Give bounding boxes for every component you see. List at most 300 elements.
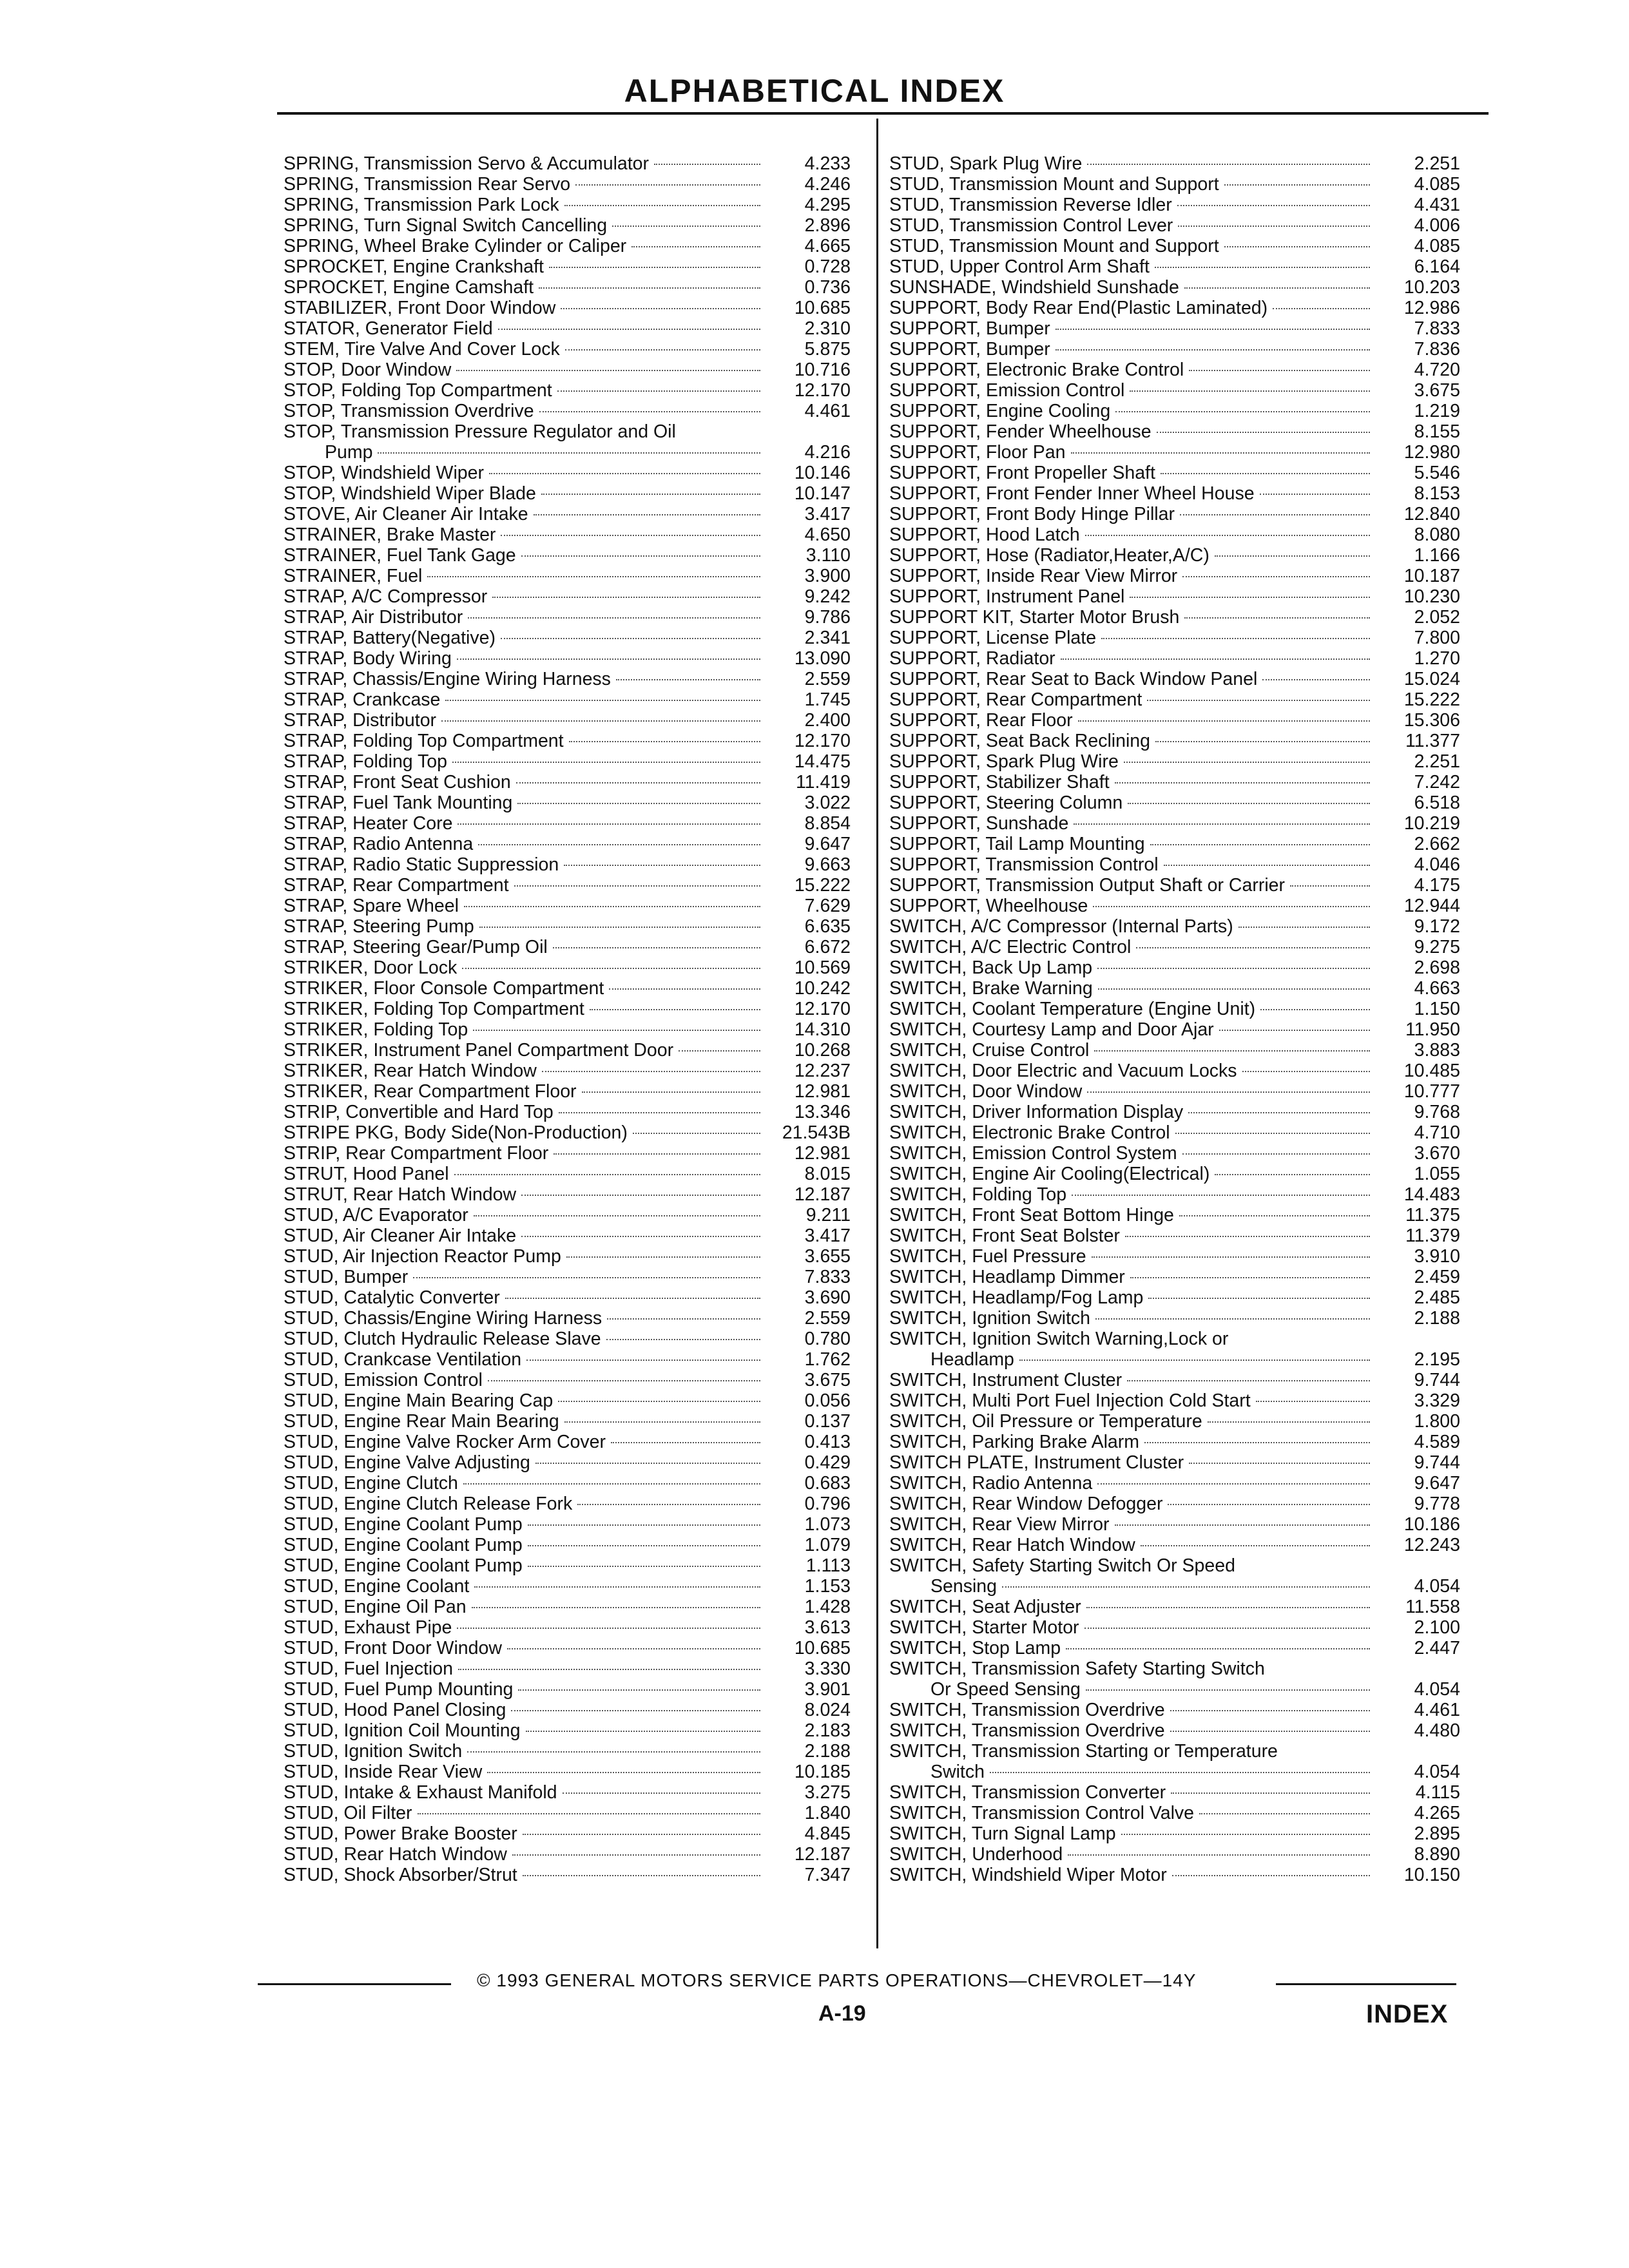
entry-label: STRAP, Folding Top [284, 751, 448, 772]
entry-label-box [889, 1019, 1376, 1040]
dot-leader [1188, 1112, 1370, 1113]
dot-leader [1148, 1298, 1370, 1299]
entry-label: SUPPORT, Wheelhouse [889, 896, 1088, 916]
entry-page-number: 3.613 [804, 1617, 851, 1638]
entry-page-number: 9.172 [1414, 916, 1460, 937]
entry-page-number: 10.716 [794, 360, 851, 380]
entry-label: STUD, Engine Valve Adjusting [284, 1452, 530, 1473]
entry-label: STUD, Fuel Injection [284, 1658, 453, 1679]
entry-label: SPRING, Transmission Rear Servo [284, 174, 571, 195]
dot-leader [1290, 885, 1370, 887]
entry-label-box [284, 1494, 767, 1514]
entry-label: SWITCH, Transmission Starting or Temperature [889, 1741, 1278, 1762]
entry-page-number: 2.251 [1414, 751, 1460, 772]
entry-page-number: 7.833 [1414, 318, 1460, 339]
index-entry [284, 1370, 851, 1390]
entry-label-box [284, 1411, 767, 1432]
entry-label: STOVE, Air Cleaner Air Intake [284, 504, 528, 524]
entry-page-number: 3.110 [805, 545, 851, 566]
dot-leader [507, 1648, 760, 1649]
entry-label-box [284, 401, 767, 421]
entry-label: STUD, Engine Coolant Pump [284, 1535, 523, 1555]
dot-leader [1130, 597, 1370, 598]
dot-leader [1184, 287, 1370, 289]
entry-label: SWITCH, Stop Lamp [889, 1638, 1061, 1658]
entry-label: STUD, Engine Coolant Pump [284, 1555, 523, 1576]
entry-label-box [284, 1514, 767, 1535]
entry-label-box [889, 483, 1376, 504]
dot-leader [1019, 1360, 1370, 1361]
entry-page-number: 9.242 [804, 586, 851, 607]
entry-label: STUD, Spark Plug Wire [889, 153, 1083, 174]
entry-page-number: 4.054 [1414, 1679, 1460, 1700]
dot-leader [1189, 1463, 1370, 1464]
dot-leader [549, 267, 760, 268]
entry-label: STUD, Transmission Mount and Support [889, 236, 1219, 256]
index-entry [889, 1061, 1460, 1081]
index-entry [284, 607, 851, 628]
entry-page-number: 14.483 [1403, 1184, 1460, 1205]
entry-label-box [889, 256, 1376, 277]
dot-leader [1260, 1009, 1370, 1010]
entry-label: SUPPORT, Bumper [889, 339, 1050, 360]
entry-page-number: 5.546 [1414, 463, 1460, 483]
entry-page-number: 10.186 [1403, 1514, 1460, 1535]
index-entry [284, 1122, 851, 1143]
entry-label: STABILIZER, Front Door Window [284, 298, 556, 318]
entry-label-box [889, 1081, 1376, 1102]
entry-label-box [889, 648, 1376, 669]
entry-label-box [889, 1267, 1376, 1287]
entry-label-box [889, 1122, 1376, 1143]
entry-label: SWITCH, Fuel Pressure [889, 1246, 1086, 1267]
index-entry [889, 1287, 1460, 1308]
index-entry [284, 648, 851, 669]
entry-label-box [889, 1225, 1376, 1246]
index-entry [889, 1555, 1460, 1597]
index-entry [889, 1040, 1460, 1061]
dot-leader [1144, 1442, 1370, 1443]
entry-page-number: 3.901 [804, 1679, 851, 1700]
entry-page-number: 1.150 [1414, 999, 1460, 1019]
dot-leader [616, 679, 760, 680]
index-entry [284, 1329, 851, 1349]
index-entry [889, 1102, 1460, 1122]
dot-leader [511, 1710, 760, 1711]
entry-page-number: 1.113 [805, 1555, 851, 1576]
dot-leader [559, 1112, 760, 1113]
dot-leader [1115, 1524, 1371, 1526]
index-entry [284, 793, 851, 813]
dot-leader [990, 1772, 1370, 1773]
index-entry [889, 731, 1460, 751]
dot-leader [564, 1421, 760, 1423]
entry-page-number: 2.447 [1414, 1638, 1460, 1658]
entry-label-box [284, 298, 767, 318]
entry-label: SWITCH, Cruise Control [889, 1040, 1090, 1061]
index-entry [284, 545, 851, 566]
entry-label: SWITCH, Parking Brake Alarm [889, 1432, 1140, 1452]
entry-label-box [284, 236, 767, 256]
entry-page-number: 4.233 [804, 153, 851, 174]
index-entry [889, 524, 1460, 545]
index-entry [284, 277, 851, 298]
dot-leader [1178, 226, 1370, 227]
index-entry [889, 1329, 1460, 1370]
entry-label-box [284, 1844, 767, 1865]
entry-page-number: 3.655 [804, 1246, 851, 1267]
entry-label: SUPPORT, Bumper [889, 318, 1050, 339]
entry-page-number: 2.662 [1414, 834, 1460, 854]
entry-page-number: 4.054 [1414, 1576, 1460, 1597]
entry-label: SUPPORT, Engine Cooling [889, 401, 1111, 421]
entry-page-number: 15.024 [1403, 669, 1460, 689]
index-entry [889, 1473, 1460, 1494]
index-entry [284, 256, 851, 277]
entry-label: SWITCH, A/C Compressor (Internal Parts) [889, 916, 1233, 937]
entry-label: SWITCH, Courtesy Lamp and Door Ajar [889, 1019, 1214, 1040]
index-entry [889, 1617, 1460, 1638]
entry-page-number: 2.559 [804, 1308, 851, 1329]
entry-label: SWITCH, Transmission Converter [889, 1782, 1166, 1803]
entry-page-number: 9.647 [804, 834, 851, 854]
index-entry [284, 751, 851, 772]
entry-page-number: 10.242 [794, 978, 851, 999]
dot-leader [575, 184, 760, 186]
dot-leader [1215, 1174, 1370, 1175]
dot-leader [1130, 390, 1370, 392]
entry-page-number: 10.777 [1403, 1081, 1460, 1102]
dot-leader [523, 1834, 760, 1835]
entry-label-box [889, 689, 1376, 710]
entry-label-box [889, 957, 1376, 978]
index-entry [284, 1164, 851, 1184]
entry-label-box [889, 1390, 1376, 1411]
dot-leader [452, 762, 760, 763]
index-entry [889, 875, 1460, 896]
dot-leader [1208, 1421, 1370, 1423]
entry-label: SUPPORT, Radiator [889, 648, 1055, 669]
entry-label: STEM, Tire Valve And Cover Lock [284, 339, 560, 360]
entry-label: STUD, Transmission Control Lever [889, 215, 1173, 236]
index-entry [284, 1143, 851, 1164]
entry-page-number: 12.170 [794, 380, 851, 401]
entry-label: STUD, Emission Control [284, 1370, 483, 1390]
index-entry [284, 1040, 851, 1061]
index-entry [284, 1246, 851, 1267]
entry-label-box [889, 545, 1376, 566]
dot-leader [1061, 658, 1370, 660]
index-entry [889, 1432, 1460, 1452]
dot-leader [1068, 1854, 1370, 1856]
index-entry [889, 195, 1460, 215]
index-entry [889, 710, 1460, 731]
index-entry [284, 401, 851, 421]
dot-leader [1168, 1504, 1370, 1505]
index-entry [889, 1741, 1460, 1782]
index-entry [284, 1019, 851, 1040]
dot-leader [1115, 411, 1370, 412]
dot-leader [557, 390, 760, 392]
entry-label-box [889, 1803, 1376, 1823]
index-entry [889, 1865, 1460, 1885]
dot-leader [526, 1731, 761, 1732]
entry-label: SWITCH, Headlamp/Fog Lamp [889, 1287, 1144, 1308]
index-entry [889, 236, 1460, 256]
entry-label: SWITCH, Starter Motor [889, 1617, 1079, 1638]
entry-label-box [284, 1782, 767, 1803]
index-entry [284, 1184, 851, 1205]
dot-leader [464, 906, 760, 907]
section-label: INDEX [1366, 2000, 1449, 2028]
index-entry [284, 854, 851, 875]
dot-leader [1172, 1875, 1370, 1876]
entry-label: SWITCH, Folding Top [889, 1184, 1067, 1205]
entry-label-box [284, 793, 767, 813]
dot-leader [606, 1339, 760, 1340]
index-entry [889, 1225, 1460, 1246]
dot-leader [427, 576, 760, 577]
entry-page-number: 12.187 [794, 1844, 851, 1865]
index-entry [284, 524, 851, 545]
entry-page-number: 3.670 [1414, 1143, 1460, 1164]
dot-leader [1092, 1256, 1370, 1258]
entry-label-box [284, 215, 767, 236]
entry-label: STOP, Door Window [284, 360, 452, 380]
entry-label: SWITCH, Ignition Switch Warning,Lock or [889, 1329, 1229, 1349]
entry-label: STRUT, Rear Hatch Window [284, 1184, 517, 1205]
entry-label-box [889, 421, 1376, 442]
entry-page-number: 0.413 [804, 1432, 851, 1452]
dot-leader [1179, 1215, 1370, 1216]
dot-leader [539, 287, 760, 289]
entry-page-number: 9.778 [1414, 1494, 1460, 1514]
dot-leader [478, 844, 760, 845]
entry-label: STRIP, Rear Compartment Floor [284, 1143, 549, 1164]
index-entry [284, 1267, 851, 1287]
entry-page-number: 9.663 [804, 854, 851, 875]
dot-leader [1087, 164, 1370, 165]
dot-leader [528, 1524, 760, 1526]
dot-leader [1170, 1710, 1370, 1711]
entry-label: STUD, Engine Coolant Pump [284, 1514, 523, 1535]
entry-page-number: 10.203 [1403, 277, 1460, 298]
index-entry [889, 1205, 1460, 1225]
entry-label-box [284, 318, 767, 339]
entry-label-box [889, 1411, 1376, 1432]
entry-page-number: 7.800 [1414, 628, 1460, 648]
entry-page-number: 3.675 [1414, 380, 1460, 401]
dot-leader [1273, 308, 1370, 309]
entry-label: STRAP, Folding Top Compartment [284, 731, 564, 751]
index-entry [889, 1143, 1460, 1164]
dot-leader [1085, 535, 1370, 536]
index-entry [889, 1267, 1460, 1287]
entry-label: STRAP, Crankcase [284, 689, 441, 710]
dot-leader [1171, 1792, 1370, 1794]
entry-label-box [284, 586, 767, 607]
entry-label: SUPPORT, Spark Plug Wire [889, 751, 1119, 772]
entry-label: SUPPORT, Hood Latch [889, 524, 1080, 545]
entry-page-number: 2.052 [1414, 607, 1460, 628]
index-entry [889, 1164, 1460, 1184]
index-entry [889, 586, 1460, 607]
entry-page-number: 2.188 [1414, 1308, 1460, 1329]
dot-leader [1184, 617, 1370, 619]
dot-leader [1093, 906, 1370, 907]
entry-label-box [284, 1638, 767, 1658]
title-rule [277, 112, 1489, 115]
index-entry [284, 1617, 851, 1638]
dot-leader [611, 1442, 760, 1443]
dot-leader [487, 1772, 760, 1773]
index-entry [284, 813, 851, 834]
index-entry [284, 1679, 851, 1700]
index-entry [889, 566, 1460, 586]
dot-leader [474, 1215, 760, 1216]
entry-label: STRAP, Heater Core [284, 813, 453, 834]
entry-page-number: 4.054 [1414, 1762, 1460, 1782]
entry-label: SWITCH, Ignition Switch [889, 1308, 1090, 1329]
index-entry [889, 339, 1460, 360]
dot-leader [1215, 555, 1370, 557]
index-entry [284, 1555, 851, 1576]
entry-label: STRIKER, Instrument Panel Compartment Door [284, 1040, 674, 1061]
dot-leader [1150, 844, 1370, 845]
dot-leader [1224, 184, 1370, 186]
entry-label-box [889, 1823, 1376, 1844]
entry-page-number: 13.090 [794, 648, 851, 669]
entry-label: SWITCH, Front Seat Bolster [889, 1225, 1120, 1246]
dot-leader [517, 803, 760, 804]
index-entry [889, 1700, 1460, 1720]
entry-label: STRAINER, Fuel Tank Gage [284, 545, 516, 566]
dot-leader [633, 1133, 760, 1134]
entry-label: STUD, Chassis/Engine Wiring Harness [284, 1308, 602, 1329]
entry-page-number: 1.762 [804, 1349, 851, 1370]
index-entry [284, 916, 851, 937]
dot-leader [1121, 1834, 1370, 1835]
entry-label-box [284, 1370, 767, 1390]
entry-label-box [284, 1122, 767, 1143]
index-entry [284, 195, 851, 215]
index-entry [284, 1535, 851, 1555]
index-entry [284, 1349, 851, 1370]
entry-label: STUD, Transmission Mount and Support [889, 174, 1219, 195]
dot-leader [1182, 576, 1370, 577]
entry-label-box [889, 1205, 1376, 1225]
entry-page-number: 1.800 [1414, 1411, 1460, 1432]
dot-leader [1086, 1689, 1370, 1691]
entry-page-number: 1.745 [804, 689, 851, 710]
entry-continuation [889, 1762, 1376, 1782]
entry-page-number: 4.175 [1414, 875, 1460, 896]
entry-page-number: 4.265 [1414, 1803, 1460, 1823]
entry-label-box [284, 1308, 767, 1329]
dot-leader [463, 1483, 760, 1485]
dot-leader [492, 597, 760, 598]
entry-label-box [284, 1452, 767, 1473]
entry-page-number: 2.485 [1414, 1287, 1460, 1308]
entry-label-box [284, 256, 767, 277]
index-entry [889, 1597, 1460, 1617]
entry-page-number: 8.080 [1414, 524, 1460, 545]
entry-label-box [284, 1535, 767, 1555]
entry-label: STRIPE PKG, Body Side(Non-Production) [284, 1122, 628, 1143]
entry-label: STRAP, Steering Gear/Pump Oil [284, 937, 548, 957]
entry-label: STRAP, Air Distributor [284, 607, 463, 628]
dot-leader [501, 638, 760, 639]
entry-label: STRAP, Fuel Tank Mounting [284, 793, 513, 813]
dot-leader [577, 1504, 760, 1505]
dot-leader [1087, 1091, 1370, 1093]
entry-label-box [889, 937, 1376, 957]
index-entry [889, 1019, 1460, 1040]
entry-label-box [889, 1700, 1376, 1720]
entry-page-number: 1.840 [804, 1803, 851, 1823]
entry-label: STRAP, Steering Pump [284, 916, 474, 937]
entry-page-number: 1.270 [1414, 648, 1460, 669]
index-entry [284, 1452, 851, 1473]
entry-label: SUPPORT, Fender Wheelhouse [889, 421, 1152, 442]
dot-leader [1189, 370, 1370, 371]
entry-page-number: 10.147 [794, 483, 851, 504]
entry-page-number: 7.836 [1414, 339, 1460, 360]
entry-page-number: 10.485 [1403, 1061, 1460, 1081]
dot-leader [569, 741, 760, 742]
entry-label: STUD, Front Door Window [284, 1638, 502, 1658]
entry-label: SWITCH, Transmission Overdrive [889, 1720, 1165, 1741]
entry-label-box [889, 1061, 1376, 1081]
dot-leader [1155, 267, 1370, 268]
entry-label-box [284, 957, 767, 978]
entry-label: SUPPORT KIT, Starter Motor Brush [889, 607, 1180, 628]
entry-label-box [284, 607, 767, 628]
dot-leader [1071, 452, 1371, 454]
entry-page-number: 4.461 [1414, 1700, 1460, 1720]
entry-label-box [889, 153, 1376, 174]
entry-label: SWITCH, Door Window [889, 1081, 1083, 1102]
entry-label-box [889, 298, 1376, 318]
entry-page-number: 4.216 [804, 442, 851, 463]
index-entry [889, 896, 1460, 916]
entry-label-box [889, 215, 1376, 236]
index-entry [284, 298, 851, 318]
dot-leader [1055, 329, 1370, 330]
entry-label: STUD, Engine Clutch [284, 1473, 458, 1494]
entry-label: STUD, Fuel Pump Mounting [284, 1679, 514, 1700]
dot-leader [1161, 473, 1370, 474]
entry-page-number: 4.461 [804, 401, 851, 421]
index-entry [284, 772, 851, 793]
dot-leader [631, 246, 760, 247]
entry-label: STUD, Hood Panel Closing [284, 1700, 506, 1720]
entry-label-continued: Headlamp [930, 1349, 1014, 1370]
index-entry [284, 1308, 851, 1329]
entry-page-number: 6.164 [1414, 256, 1460, 277]
entry-page-number: 3.417 [804, 504, 851, 524]
dot-leader [1141, 1545, 1370, 1546]
index-entry [284, 1432, 851, 1452]
entry-label-box [284, 896, 767, 916]
entry-label-box [889, 896, 1376, 916]
entry-label: STUD, Crankcase Ventilation [284, 1349, 522, 1370]
dot-leader [1078, 720, 1370, 722]
entry-page-number: 6.635 [804, 916, 851, 937]
index-entry [889, 793, 1460, 813]
entry-label: STOP, Transmission Pressure Regulator and Oil [284, 421, 676, 442]
index-entry [284, 153, 851, 174]
